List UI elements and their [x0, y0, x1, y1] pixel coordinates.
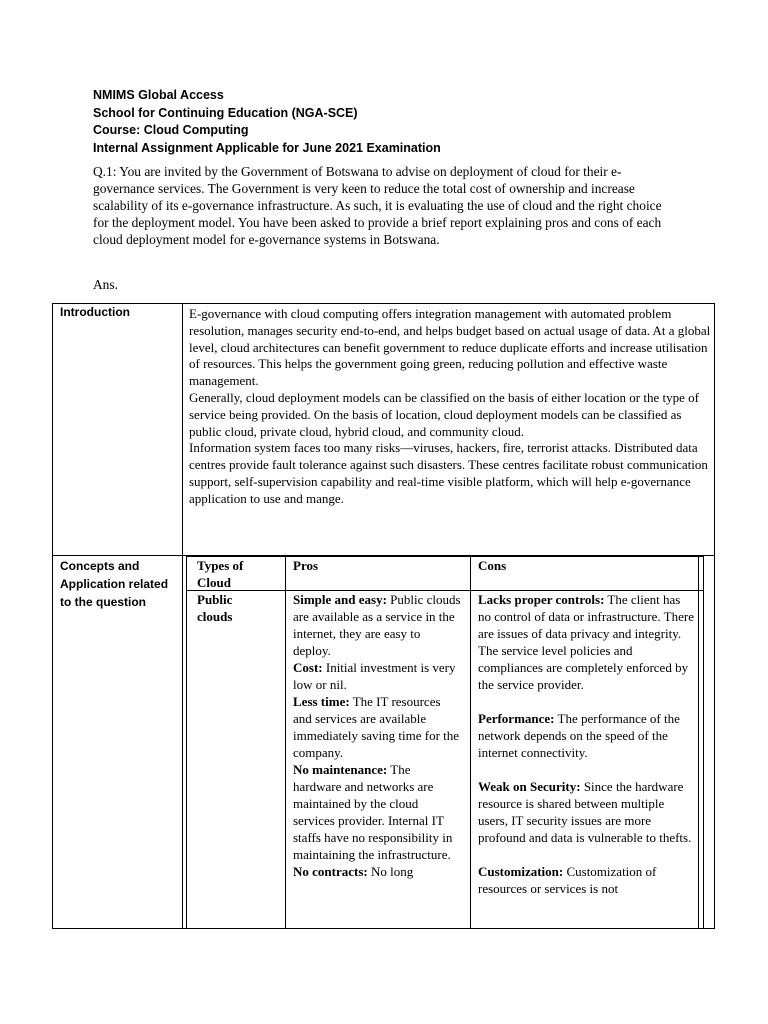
con-item: Performance: The performance of the network depends on the speed of the internet connectivity. — [478, 711, 680, 760]
institution-name: NMIMS Global Access — [93, 88, 224, 102]
question-text: Q.1: You are invited by the Government of Botswana to advise on deployment of cloud for their e-governance services. The Government is very keen to reduce the total cost of ownership and increase scalability of its e-governance infrastructure. As such, it is evaluating the use of cloud and the right choice for the deployment model. You have been asked to provide a brief report explaining pros and cons of each cloud deployment model for e-governance systems in Botswana. — [93, 164, 662, 247]
table-column-divider — [182, 303, 183, 929]
pros-column — [293, 591, 461, 928]
intro-paragraph: Information system faces too many risks—viruses, hackers, fire, terrorist attacks. Distributed data centres provide fault tolerance against such disasters. These centres facilitate robust communication support, self-supervision capability and real-time visible platform, which will help e-governance application to use and mange. — [189, 440, 708, 506]
header-pros: Pros — [293, 558, 319, 573]
concepts-label: Concepts and Application related to the question — [60, 559, 169, 609]
intro-label: Introduction — [60, 305, 130, 319]
document-header — [93, 87, 441, 157]
pro-item: Less time: The IT resources and services are available immediately saving time for the company. — [293, 694, 460, 760]
intro-content — [189, 306, 711, 508]
header-types-of-cloud: Types of Cloud — [197, 558, 244, 590]
answer-label: Ans. — [93, 277, 118, 292]
inner-column-divider — [698, 556, 699, 929]
con-item: Customization: Customization of resources or services is not — [478, 864, 657, 896]
pro-item: No contracts: No long — [293, 864, 414, 879]
assignment-title: Internal Assignment Applicable for June 2021 Examination — [93, 140, 441, 155]
school-name: School for Continuing Education (NGA-SCE) — [93, 105, 358, 120]
cloud-type-public: Public clouds — [197, 592, 233, 624]
pro-item: Simple and easy: Public clouds are available as a service in the internet, they are easy to deploy. — [293, 592, 461, 658]
cons-column — [478, 591, 696, 928]
intro-paragraph: E-governance with cloud computing offers integration management with automated problem resolution, manages security end-to-end, and helps budget based on actual usage of data. At a global level, cloud architectures can benefit government to reduce duplicate efforts and increase utilisation of resources. This helps the government going green, reducing pollution and effective waste management. — [189, 306, 711, 389]
inner-column-divider — [285, 556, 286, 929]
header-cons: Cons — [478, 558, 507, 573]
con-item: Weak on Security: Since the hardware resource is shared between multiple users, IT security issues are more profound and data is vulnerable to thefts. — [478, 779, 692, 845]
course-name: Course: Cloud Computing — [93, 123, 249, 137]
con-item: Lacks proper controls: The client has no control of data or infrastructure. There are issues of data privacy and integrity. The service level policies and compliances are completely enforced by the service provider. — [478, 592, 694, 692]
pro-item: No maintenance: The hardware and networks are maintained by the cloud services provider. Internal IT staffs have no responsibility in maintaining the infrastructure. — [293, 762, 453, 862]
pro-item: Cost: Initial investment is very low or nil. — [293, 660, 456, 692]
intro-paragraph: Generally, cloud deployment models can be classified on the basis of either location or the type of service being provided. On the basis of location, cloud deployment models can be classified as public cloud, private cloud, hybrid cloud, and community cloud. — [189, 389, 699, 439]
inner-column-divider — [470, 556, 471, 929]
